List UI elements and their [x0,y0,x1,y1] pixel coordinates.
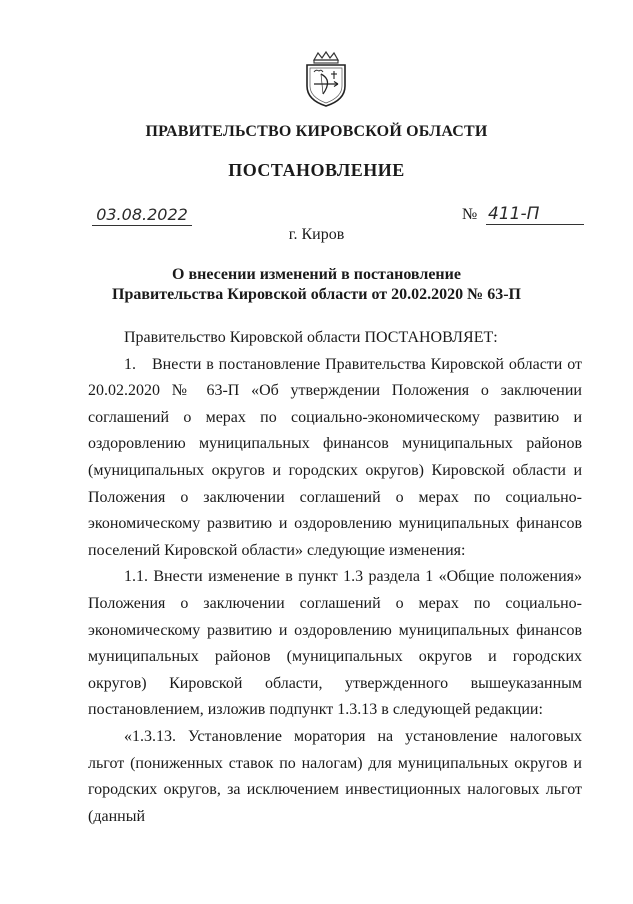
document-date: 03.08.2022 [92,205,192,226]
subject-line-2: Правительства Кировской области от 20.02.2020 № 63-П [112,286,521,303]
government-name: ПРАВИТЕЛЬСТВО КИРОВСКОЙ ОБЛАСТИ [145,123,488,140]
body-paragraph-1-1: 1.1. Внести изменение в пункт 1.3 раздела 1 «Общие положения» Положения о заключении соглашений о мерах по социально-экономическому развитию и оздоровлению муниципальных финансов муниципальных районов (муниципальных округов и городских округов) Кировской области, утвержденного вышеуказанным постановлением, изложив подпункт 1.3.13 в следующей редакции: [88,568,582,719]
body-paragraph-1-3-13: «1.3.13. Установление моратория на установление налоговых льгот (пониженных ставок по налогам) для муниципальных округов и городских округов, за исключением инвестиционных налоговых льгот (данный [88,727,582,825]
body-paragraph-intro: Правительство Кировской области ПОСТАНОВЛЯЕТ: [124,329,498,346]
document-number: 411-П [486,204,584,225]
subject-line-1: О внесении изменений в постановление [172,266,461,283]
document-type-title: ПОСТАНОВЛЕНИЕ [228,160,405,180]
kirov-coat-of-arms-icon [299,50,353,108]
number-sign: № [462,206,478,223]
document-body [88,325,582,830]
body-paragraph-1: 1. Внести в постановление Правительства Кировской области от 20.02.2020 № 63-П «Об утверждении Положения о заключении соглашений о мерах по социально-экономическому развитию и оздоровлению муниципальных финансов муниципальных районов (муниципальных округов и городских округов) Кировской области и Положения о заключении соглашений о мерах по социально-экономическому развитию и оздоровлению муниципальных финансов поселений Кировской области» следующие изменения: [88,355,582,559]
document-number-block [462,204,582,226]
city: г. Киров [288,226,345,243]
document-subject [0,265,633,305]
